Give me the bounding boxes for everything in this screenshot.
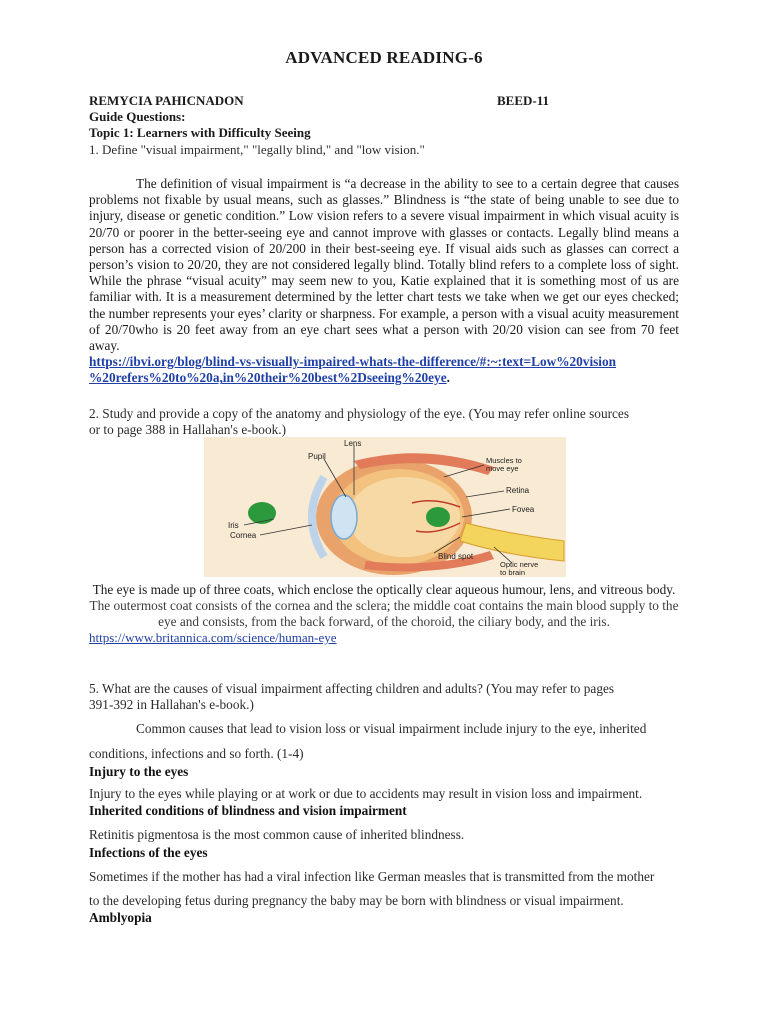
heading-amblyopia: Amblyopia	[89, 910, 152, 925]
text-inherited: Retinitis pigmentosa is the most common cause of inherited blindness.	[89, 827, 465, 842]
question-2	[89, 406, 679, 438]
diagram-label-optic-1: Optic nerve	[500, 560, 539, 569]
answer-5-line-2: conditions, infections and so forth. (1-4)	[89, 746, 304, 761]
question-1: 1. Define "visual impairment," "legally blind," and "low vision."	[89, 142, 425, 157]
question-2-line-1: 2. Study and provide a copy of the anatomy and physiology of the eye. (You may refer online sources	[89, 406, 630, 421]
ibvi-link-line-1[interactable]: https://ibvi.org/blog/blind-vs-visually-impaired-whats-the-difference/#:~:text=Low%20vision	[89, 354, 617, 370]
britannica-link[interactable]: https://www.britannica.com/science/human-eye	[89, 630, 337, 645]
lens-shape	[331, 495, 357, 539]
heading-inherited: Inherited conditions of blindness and vision impairment	[89, 803, 407, 818]
heading-infections: Infections of the eyes	[89, 845, 208, 860]
text-infections-line-1: Sometimes if the mother has had a viral infection like German measles that is transmitted from the mother	[89, 869, 655, 884]
caption-detail-text: The outermost coat consists of the cornea and the sclera; the middle coat contains the main blood supply to the eye and consists, from the back forward, of the choroid, the ciliary body, and the iris.	[89, 598, 679, 630]
diagram-label-muscles-2: move eye	[486, 464, 519, 473]
diagram-label-fovea: Fovea	[512, 505, 535, 514]
ibvi-link-line-2[interactable]: %20refers%20to%20a,in%20their%20best%2Dseeing%20eye	[89, 370, 447, 386]
course-code: BEED-11	[497, 93, 550, 108]
answer-1-paragraph	[89, 176, 679, 387]
question-5-line-1: 5. What are the causes of visual impairment affecting children and adults? (You may refer to pages	[89, 681, 615, 696]
eye-anatomy-svg	[204, 437, 566, 577]
diagram-label-lens: Lens	[344, 439, 362, 448]
diagram-label-muscles-1: Muscles to	[486, 456, 522, 465]
diagram-label-retina: Retina	[506, 486, 530, 495]
document-title: ADVANCED READING-6	[285, 48, 483, 67]
heading-injury: Injury to the eyes	[89, 764, 189, 779]
question-5-line-2: 391-392 in Hallahan's e-book.)	[89, 697, 254, 713]
diagram-label-pupil: Pupil	[308, 452, 326, 461]
answer-1-text: The definition of visual impairment is “a decrease in the ability to see to a certain degree that causes problems not fixable by usual means, such as glasses.” Blindness is “the state of being unable to see due to injury, disease or genetic condition.” Low vision refers to a severe visual impairment in which visual acuity is 20/70 or poorer in the better-seeing eye and cannot improve with glasses or contacts. Legally blind means a person has a corrected vision of 20/200 in their best-seeing eye. If visual aids such as glasses can correct a person’s vision to 20/20, they are not considered legally blind. Totally blind refers to a complete loss of sight. While the phrase “visual acuity” may seem new to you, Katie explained that it is something most of us are familiar with. It is a measurement determined by the letter chart tests we take when we get our eyes checked; the number represents your eyes’ clarity or sharpness. For example, a person with a visual acuity measurement of 20/70who is 20 feet away from an eye chart sees what a person with 20/20 vision can see from 70 feet away.	[89, 176, 679, 354]
diagram-label-optic-2: to brain	[500, 568, 526, 577]
diagram-label-iris: Iris	[228, 521, 239, 530]
muscle-blob-right	[426, 507, 450, 527]
author-name: REMYCIA PAHICNADON	[89, 93, 244, 108]
guide-questions-label: Guide Questions:	[89, 109, 186, 124]
text-injury: Injury to the eyes while playing or at work or due to accidents may result in vision loss and impairment.	[89, 786, 643, 801]
diagram-label-blind-spot: Blind spot	[438, 552, 474, 561]
question-2-line-2: or to page 388 in Hallahan's e-book.)	[89, 422, 286, 438]
link-period: .	[446, 370, 450, 386]
answer-5-line-1: Common causes that lead to vision loss or visual impairment include injury to the eye, inherited	[136, 721, 647, 736]
text-infections-line-2: to the developing fetus during pregnancy the baby may be born with blindness or visual impairment.	[89, 893, 624, 908]
iris-blob-left	[248, 502, 276, 524]
caption-main-text: The eye is made up of three coats, which enclose the optically clear aqueous humour, lens, and vitreous body.	[92, 582, 676, 597]
diagram-label-cornea: Cornea	[230, 531, 257, 540]
diagram-caption	[89, 582, 679, 631]
topic-heading: Topic 1: Learners with Difficulty Seeing	[89, 125, 311, 140]
question-5	[89, 681, 679, 713]
eye-anatomy-diagram	[204, 437, 566, 577]
